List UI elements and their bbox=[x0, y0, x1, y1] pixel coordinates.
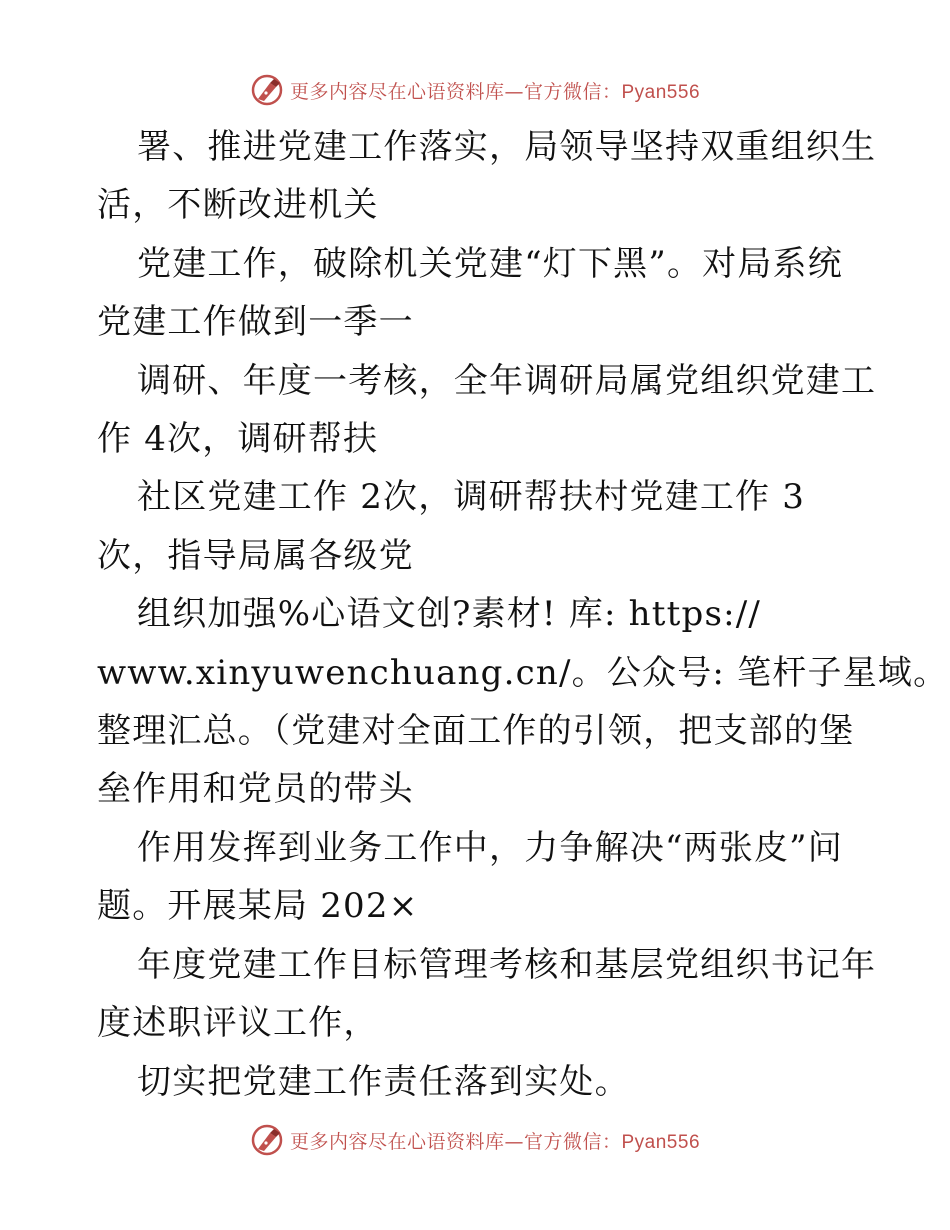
text-line: 社区党建工作 2次，调研帮扶村党建工作 3 bbox=[137, 477, 806, 518]
header-banner-separator: —官方微信： bbox=[504, 80, 622, 103]
footer-banner-separator: —官方微信： bbox=[504, 1130, 622, 1153]
text-line: 度述职评议工作， bbox=[97, 1003, 379, 1044]
text-line: 题。开展某局 202× bbox=[97, 886, 419, 927]
text-line: 整理汇总。（党建对全面工作的引领，把支部的堡 bbox=[97, 711, 855, 752]
text-line: 组织加强%心语文创?素材! 库: https:// bbox=[137, 594, 762, 635]
pen-nib-logo-icon bbox=[250, 73, 284, 107]
text-line: www.xinyuwenchuang.cn/。公众号: 笔杆子星域。 bbox=[97, 652, 949, 693]
header-banner-main: 更多内容尽在心语资料库 bbox=[289, 80, 505, 103]
header-banner bbox=[0, 70, 950, 110]
footer-banner-main: 更多内容尽在心语资料库 bbox=[289, 1130, 505, 1153]
text-line: 署、推进党建工作落实，局领导坚持双重组织生 bbox=[137, 127, 877, 167]
text-line: 年度党建工作目标管理考核和基层党组织书记年 bbox=[137, 944, 877, 985]
footer-banner-wechat-id: Pyan556 bbox=[621, 1131, 701, 1153]
text-line: 活，不断改进机关 bbox=[97, 185, 379, 226]
pen-nib-logo-icon bbox=[250, 1123, 284, 1157]
text-line: 作 4次，调研帮扶 bbox=[97, 419, 379, 460]
text-line: 党建工作，破除机关党建“灯下黑”。对局系统 bbox=[137, 243, 843, 284]
text-line: 次，指导局属各级党 bbox=[97, 535, 414, 576]
body-text bbox=[97, 118, 949, 1111]
text-line: 切实把党建工作责任落到实处。 bbox=[137, 1061, 630, 1102]
text-line: 作用发挥到业务工作中，力争解决“两张皮”问 bbox=[137, 827, 843, 868]
text-line: 调研、年度一考核，全年调研局属党组织党建工 bbox=[137, 360, 877, 401]
text-line: 垒作用和党员的带头 bbox=[97, 769, 414, 810]
footer-banner-text bbox=[290, 1127, 700, 1154]
text-line: 党建工作做到一季一 bbox=[97, 302, 414, 343]
header-banner-wechat-id: Pyan556 bbox=[621, 81, 701, 103]
footer-banner bbox=[0, 1120, 950, 1160]
header-banner-text bbox=[290, 77, 700, 104]
